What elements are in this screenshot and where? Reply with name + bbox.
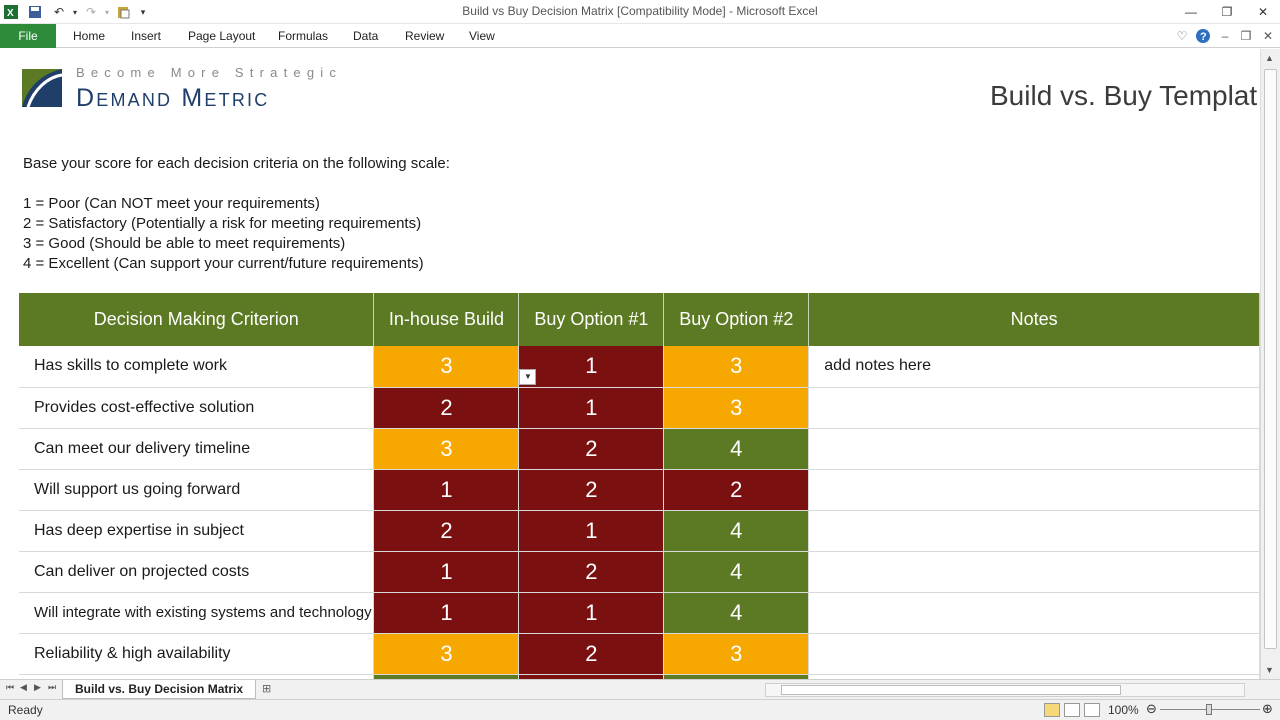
criterion-cell[interactable]: Will support us going forward — [19, 469, 374, 510]
zoom-slider-knob[interactable] — [1206, 704, 1212, 715]
next-sheet-icon[interactable]: ▶ — [34, 682, 41, 692]
notes-cell[interactable] — [809, 592, 1260, 633]
score-cell[interactable] — [519, 428, 664, 469]
scale-item: 2 = Satisfactory (Potentially a risk for meeting requirements) — [23, 215, 422, 232]
dropdown-arrow-icon[interactable]: ▼ — [519, 369, 536, 385]
score-cell[interactable] — [374, 510, 519, 551]
tab-home[interactable]: Home — [73, 29, 106, 43]
score-cell[interactable] — [374, 592, 519, 633]
score-cell[interactable] — [519, 469, 664, 510]
logo-mark-icon — [18, 65, 66, 111]
header-buy-option-2[interactable]: Buy Option #2 — [664, 293, 809, 346]
scroll-down-icon[interactable]: ▼ — [1265, 665, 1274, 675]
scale-item: 1 = Poor (Can NOT meet your requirements) — [23, 195, 320, 212]
help-icon[interactable] — [1195, 28, 1211, 44]
zoom-level[interactable]: 100% — [1108, 703, 1139, 717]
score-cell[interactable] — [664, 346, 809, 387]
header-criterion[interactable]: Decision Making Criterion — [19, 293, 374, 346]
score-cell[interactable] — [664, 592, 809, 633]
table-row — [19, 551, 1260, 592]
score-value: 4 — [730, 599, 743, 625]
redo-dropdown-icon[interactable]: ▾ — [104, 7, 109, 17]
notes-cell[interactable] — [809, 551, 1260, 592]
score-cell[interactable] — [374, 469, 519, 510]
score-value: 2 — [440, 394, 453, 420]
score-cell[interactable] — [519, 346, 664, 387]
workbook-minimize-icon[interactable]: – — [1221, 29, 1229, 43]
decision-matrix-table — [19, 293, 1260, 679]
score-value: 2 — [585, 476, 598, 502]
score-cell[interactable] — [374, 633, 519, 674]
score-value: 3 — [440, 353, 453, 379]
undo-dropdown-icon[interactable]: ▾ — [72, 7, 77, 17]
zoom-in-icon[interactable]: ⊕ — [1262, 701, 1273, 716]
score-cell[interactable] — [519, 387, 664, 428]
vertical-scroll-thumb[interactable] — [1264, 69, 1277, 649]
score-value: 2 — [585, 640, 598, 666]
status-text: Ready — [8, 703, 43, 717]
criterion-cell[interactable]: Can deliver on projected costs — [19, 551, 374, 592]
status-bar — [0, 699, 1280, 720]
window-title: Build vs Buy Decision Matrix [Compatibility Mode] - Microsoft Excel — [462, 4, 818, 18]
score-cell[interactable] — [519, 592, 664, 633]
svg-text:X: X — [7, 8, 14, 19]
workbook-close-icon[interactable]: ✕ — [1262, 29, 1274, 43]
table-row — [19, 346, 1260, 387]
page-title: Build vs. Buy Templat — [990, 80, 1258, 111]
score-cell[interactable] — [664, 469, 809, 510]
notes-cell[interactable] — [809, 633, 1260, 674]
logo-brand: Demand Metric — [76, 84, 270, 112]
score-value: 2 — [585, 558, 598, 584]
header-in-house-build[interactable]: In-house Build — [374, 293, 519, 346]
score-value: 1 — [440, 599, 453, 625]
header-notes[interactable]: Notes — [809, 293, 1260, 346]
score-value: 4 — [730, 435, 743, 461]
table-header-row — [19, 293, 1260, 346]
notes-cell[interactable] — [809, 469, 1260, 510]
tab-view[interactable]: View — [469, 29, 495, 43]
score-value: 1 — [585, 599, 598, 625]
score-value: 2 — [730, 476, 743, 502]
horizontal-scrollbar[interactable] — [765, 683, 1245, 697]
score-cell[interactable] — [664, 510, 809, 551]
table-row — [19, 469, 1260, 510]
tab-review[interactable]: Review — [405, 29, 445, 43]
score-cell[interactable] — [519, 633, 664, 674]
last-sheet-icon[interactable]: ⏭ — [48, 682, 57, 692]
score-value: 3 — [440, 640, 453, 666]
score-cell[interactable] — [664, 428, 809, 469]
tab-file[interactable]: File — [0, 24, 56, 48]
close-icon[interactable]: ✕ — [1257, 5, 1269, 19]
normal-view-icon[interactable] — [1044, 703, 1060, 717]
title-bar — [0, 0, 1280, 24]
score-value: 2 — [440, 517, 453, 543]
table-row — [19, 387, 1260, 428]
notes-cell[interactable] — [809, 428, 1260, 469]
score-cell[interactable] — [519, 510, 664, 551]
table-row — [19, 633, 1260, 674]
restore-icon[interactable]: ❐ — [1221, 5, 1233, 19]
page-break-view-icon[interactable] — [1084, 703, 1100, 717]
scale-intro: Base your score for each decision criteria on the following scale: — [23, 155, 450, 172]
score-cell[interactable] — [664, 551, 809, 592]
page-layout-view-icon[interactable] — [1064, 703, 1080, 717]
sheet-tab-active[interactable]: Build vs. Buy Decision Matrix — [62, 680, 256, 699]
score-cell[interactable] — [374, 428, 519, 469]
scale-item: 4 = Excellent (Can support your current/future requirements) — [23, 255, 424, 272]
scale-item: 3 = Good (Should be able to meet requirements) — [23, 235, 346, 252]
score-value: 2 — [585, 435, 598, 461]
score-value: 3 — [730, 353, 743, 379]
score-value: 4 — [730, 558, 743, 584]
criterion-cell[interactable]: Reliability & high availability — [19, 633, 374, 674]
worksheet[interactable] — [0, 49, 1260, 679]
horizontal-scroll-thumb[interactable] — [781, 685, 1121, 695]
tab-data[interactable]: Data — [353, 29, 379, 43]
criterion-cell[interactable]: Will integrate with existing systems and technology — [19, 592, 374, 633]
zoom-out-icon[interactable]: ⊖ — [1146, 701, 1157, 716]
notes-cell[interactable]: add notes here — [809, 346, 1260, 387]
criterion-cell[interactable]: Has deep expertise in subject — [19, 510, 374, 551]
score-value: 1 — [585, 517, 598, 543]
score-cell[interactable] — [374, 551, 519, 592]
tab-page-layout[interactable]: Page Layout — [188, 29, 256, 43]
customize-toolbar-icon[interactable]: ▾ — [140, 6, 146, 17]
criterion-cell[interactable]: Can meet our delivery timeline — [19, 428, 374, 469]
score-cell[interactable] — [519, 551, 664, 592]
criterion-cell[interactable]: Has skills to complete work — [19, 346, 374, 387]
minimize-ribbon-icon[interactable]: ♡ — [1176, 29, 1188, 43]
score-value: 1 — [585, 394, 598, 420]
notes-cell[interactable] — [809, 387, 1260, 428]
scroll-up-icon[interactable]: ▲ — [1265, 53, 1274, 63]
redo-icon[interactable]: ↷ — [85, 5, 97, 19]
svg-text:?: ? — [1200, 31, 1207, 43]
prev-sheet-icon[interactable]: ◀ — [20, 682, 27, 692]
score-cell[interactable] — [664, 387, 809, 428]
vertical-scrollbar[interactable] — [1260, 49, 1280, 679]
tab-insert[interactable]: Insert — [131, 29, 162, 43]
criterion-cell[interactable]: Provides cost-effective solution — [19, 387, 374, 428]
insert-sheet-icon[interactable]: ⊞ — [262, 683, 272, 695]
score-cell[interactable] — [374, 387, 519, 428]
score-value: 3 — [440, 435, 453, 461]
undo-icon[interactable]: ↶ — [53, 5, 65, 19]
score-value: 3 — [730, 640, 743, 666]
header-buy-option-1[interactable]: Buy Option #1 — [519, 293, 664, 346]
score-value: 4 — [730, 517, 743, 543]
notes-cell[interactable] — [809, 510, 1260, 551]
first-sheet-icon[interactable]: ⏮ — [6, 682, 15, 692]
sheet-tabs-bar — [0, 679, 1280, 699]
score-value: 1 — [440, 558, 453, 584]
logo-tagline: Become More Strategic — [76, 65, 343, 80]
score-value: 1 — [440, 476, 453, 502]
workbook-restore-icon[interactable]: ❐ — [1240, 29, 1252, 43]
score-value: 1 — [585, 353, 598, 379]
table-row — [19, 428, 1260, 469]
minimize-icon[interactable]: — — [1185, 5, 1197, 19]
score-cell[interactable] — [374, 346, 519, 387]
score-value: 3 — [730, 394, 743, 420]
score-cell[interactable] — [664, 633, 809, 674]
table-row — [19, 592, 1260, 633]
table-row — [19, 510, 1260, 551]
ribbon-tabs — [0, 24, 1280, 48]
tab-formulas[interactable]: Formulas — [278, 29, 329, 43]
